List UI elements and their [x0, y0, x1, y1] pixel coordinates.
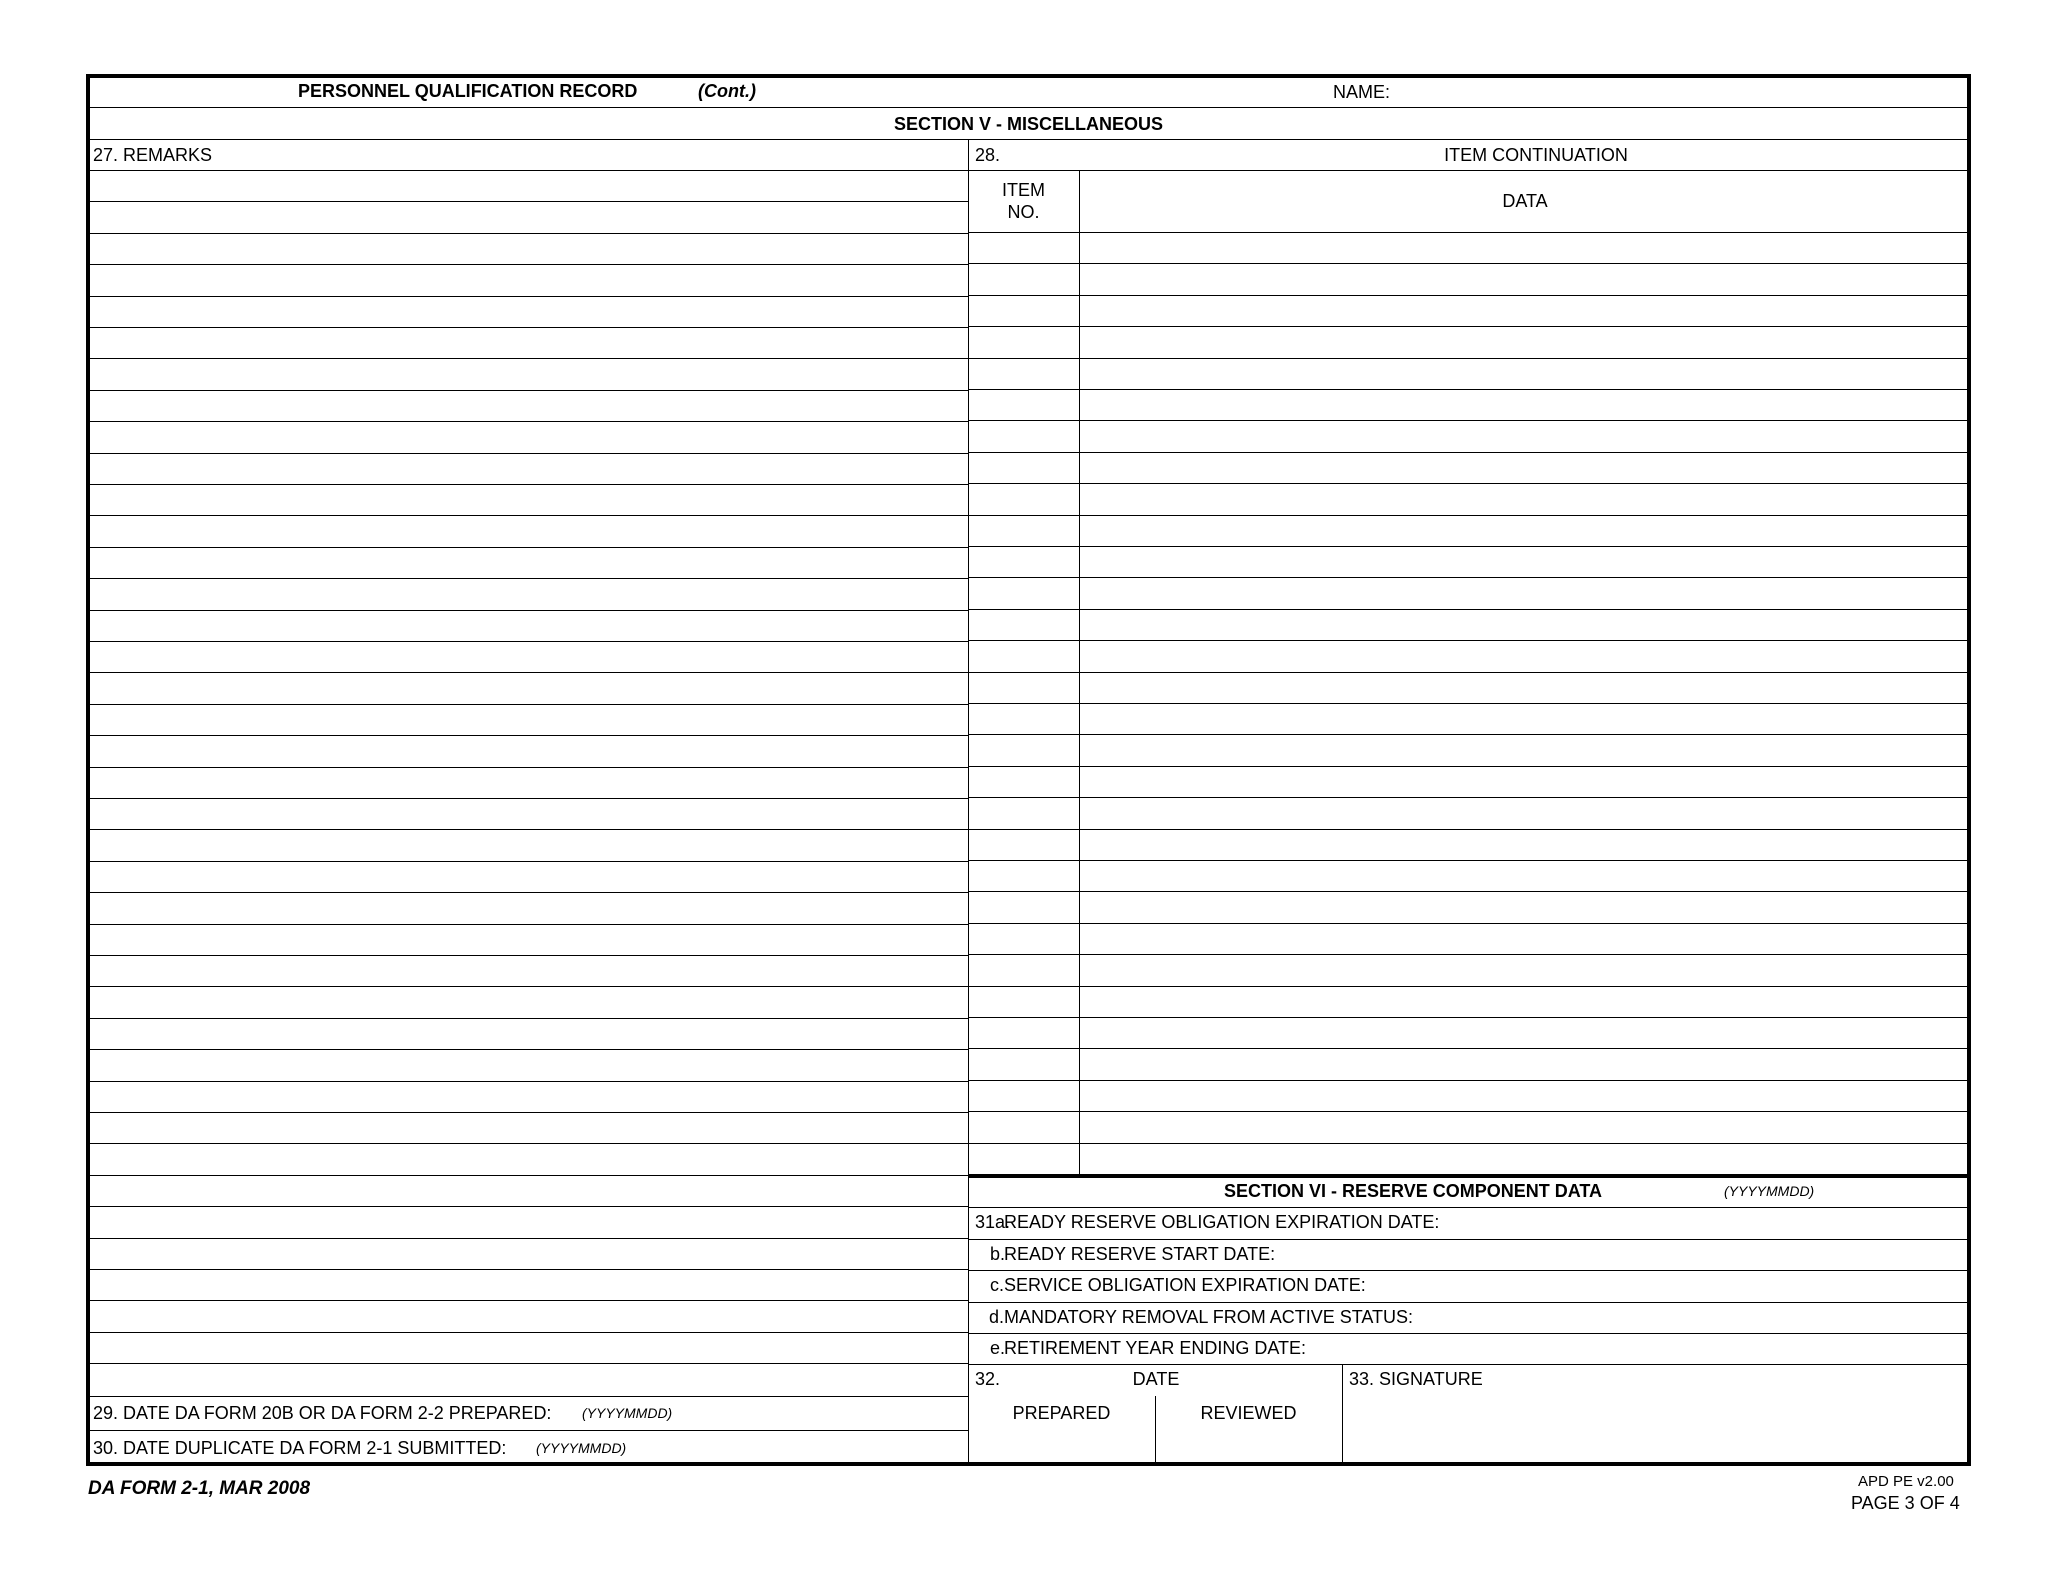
item-data-entry-cell[interactable] [1083, 328, 1967, 356]
remarks-line [86, 390, 968, 391]
form-id: DA FORM 2-1, MAR 2008 [88, 1478, 311, 1499]
item-no-entry-cell[interactable] [972, 956, 1077, 984]
item29-label: 29. DATE DA FORM 20B OR DA FORM 2-2 PREPARED: [93, 1403, 552, 1423]
item-data-entry-cell[interactable] [1083, 988, 1967, 1016]
item30-label: 30. DATE DUPLICATE DA FORM 2-1 SUBMITTED: [93, 1438, 507, 1458]
item30-date-field[interactable] [646, 1433, 964, 1462]
item-continuation-line [968, 1080, 1971, 1081]
form-title: PERSONNEL QUALIFICATION RECORD [298, 81, 638, 101]
remarks-line [86, 798, 968, 799]
remarks-line [86, 986, 968, 987]
signature-column-divider [1342, 1364, 1343, 1466]
ready-reserve-start-date-field[interactable] [1316, 1242, 1966, 1268]
item-no-entry-cell[interactable] [972, 893, 1077, 921]
remarks-entry-row[interactable] [90, 172, 966, 200]
mandatory-removal-date-field[interactable] [1461, 1305, 1966, 1331]
remarks-line [86, 1300, 968, 1301]
signature-field[interactable] [1346, 1392, 1966, 1462]
remarks-entry-row[interactable] [90, 1114, 966, 1142]
remarks-entry-row[interactable] [90, 549, 966, 577]
item32-number: 32. [975, 1369, 1001, 1389]
remarks-entry-row[interactable] [90, 1145, 966, 1173]
remarks-entry-row[interactable] [90, 957, 966, 985]
item-no-entry-cell[interactable] [972, 768, 1077, 796]
item-continuation-line [968, 860, 1971, 861]
item29-date-field[interactable] [686, 1399, 964, 1428]
remarks-entry-row[interactable] [90, 1240, 966, 1268]
item-continuation-line [968, 326, 1971, 327]
remarks-entry-row[interactable] [90, 831, 966, 859]
item-continuation-line [968, 452, 1971, 453]
item-no-entry-cell[interactable] [972, 925, 1077, 953]
remarks-line [86, 1175, 968, 1176]
remarks-entry-row[interactable] [90, 392, 966, 420]
item-no-entry-cell[interactable] [972, 1145, 1077, 1173]
remarks-line [86, 264, 968, 265]
item-data-entry-cell[interactable] [1083, 297, 1967, 325]
item-continuation-line [968, 577, 1971, 578]
section5-title: SECTION V - MISCELLANEOUS [893, 114, 1163, 134]
item-no-entry-cell[interactable] [972, 1082, 1077, 1110]
item-continuation-line [968, 295, 1971, 296]
item-data-entry-cell[interactable] [1083, 642, 1967, 670]
section6-row-line [968, 1364, 1971, 1365]
item30-format: (YYYYMMDD) [536, 1440, 627, 1456]
item-no-entry-cell[interactable] [972, 517, 1077, 545]
remarks-entry-row[interactable] [90, 486, 966, 514]
item-continuation-line [968, 515, 1971, 516]
remarks-line [86, 327, 968, 328]
remarks-line [86, 296, 968, 297]
item-continuation-line [968, 263, 1971, 264]
remarks-entry-row[interactable] [90, 235, 966, 263]
section6-row-line [968, 1270, 1971, 1271]
remarks-entry-row[interactable] [90, 643, 966, 671]
item-no-entry-cell[interactable] [972, 579, 1077, 607]
item-no-entry-cell[interactable] [972, 485, 1077, 513]
item31b-label: READY RESERVE START DATE: [1004, 1244, 1276, 1264]
name-label: NAME: [1333, 82, 1391, 102]
item28-header-divider [968, 170, 1971, 171]
item-data-entry-cell[interactable] [1083, 768, 1967, 796]
header-divider [86, 107, 1971, 108]
item-data-entry-cell[interactable] [1083, 1145, 1967, 1173]
remarks-line [86, 421, 968, 422]
item-continuation-line [968, 609, 1971, 610]
item-continuation-line [968, 703, 1971, 704]
item-no-entry-cell[interactable] [972, 265, 1077, 293]
remarks-entry-row[interactable] [90, 360, 966, 388]
version-label: APD PE v2.00 [1858, 1473, 1954, 1490]
item28-subheader-divider [968, 232, 1971, 233]
item-no-entry-cell[interactable] [972, 1019, 1077, 1047]
item-data-entry-cell[interactable] [1083, 736, 1967, 764]
item-data-entry-cell[interactable] [1083, 831, 1967, 859]
item-no-entry-cell[interactable] [972, 736, 1077, 764]
remarks-entry-row[interactable] [90, 1083, 966, 1111]
name-field[interactable] [1396, 78, 1961, 106]
item-no-column-divider [1079, 170, 1080, 1176]
remarks-line [86, 170, 968, 171]
item-no-entry-cell[interactable] [972, 328, 1077, 356]
item-no-entry-cell[interactable] [972, 988, 1077, 1016]
item-no-entry-cell[interactable] [972, 548, 1077, 576]
form-title-cont: (Cont.) [698, 81, 756, 101]
page-number: PAGE 3 OF 4 [1851, 1493, 1960, 1513]
remarks-entry-row[interactable] [90, 580, 966, 608]
remarks-line [86, 233, 968, 234]
remarks-line [86, 1143, 968, 1144]
item-data-entry-cell[interactable] [1083, 234, 1967, 262]
remarks-entry-row[interactable] [90, 455, 966, 483]
item-data-entry-cell[interactable] [1083, 579, 1967, 607]
remarks-line [86, 829, 968, 830]
remarks-line [86, 578, 968, 579]
item-continuation-line [968, 954, 1971, 955]
item-continuation-line [968, 891, 1971, 892]
item-data-entry-cell[interactable] [1083, 705, 1967, 733]
section-title-divider [86, 139, 1971, 140]
remarks-line [86, 484, 968, 485]
remarks-line [86, 955, 968, 956]
item-data-entry-cell[interactable] [1083, 611, 1967, 639]
item-data-entry-cell[interactable] [1083, 1019, 1967, 1047]
remarks-line [86, 453, 968, 454]
item-data-entry-cell[interactable] [1083, 485, 1967, 513]
remarks-entry-row[interactable] [90, 894, 966, 922]
remarks-line [86, 358, 968, 359]
remarks-line [86, 547, 968, 548]
item-no-entry-cell[interactable] [972, 705, 1077, 733]
item-no-entry-cell[interactable] [972, 674, 1077, 702]
item-no-label-line1: ITEM [1002, 180, 1045, 200]
reviewed-date-field[interactable] [1159, 1424, 1339, 1462]
remarks-entry-row[interactable] [90, 266, 966, 294]
remarks-line [86, 735, 968, 736]
remarks-entry-row[interactable] [90, 1020, 966, 1048]
item-no-label-line2: NO. [1007, 202, 1040, 222]
remarks-entry-row[interactable] [90, 737, 966, 765]
section6-title: SECTION VI - RESERVE COMPONENT DATA [1224, 1181, 1603, 1201]
item-no-entry-cell[interactable] [972, 360, 1077, 388]
prepared-date-field[interactable] [972, 1424, 1152, 1462]
service-obligation-date-field[interactable] [1421, 1273, 1966, 1299]
item-continuation-line [968, 420, 1971, 421]
item32-date-title: DATE [1132, 1369, 1180, 1389]
item-no-entry-cell[interactable] [972, 1176, 1077, 1204]
remarks-line [86, 1363, 968, 1364]
remarks-entry-row[interactable] [90, 1365, 966, 1393]
data-label: DATA [1502, 191, 1548, 211]
item31e-label: RETIREMENT YEAR ENDING DATE: [1004, 1338, 1307, 1358]
remarks-entry-row[interactable] [90, 298, 966, 326]
item-no-entry-cell[interactable] [972, 1113, 1077, 1141]
item-continuation-line [968, 766, 1971, 767]
item-continuation-line [968, 1017, 1971, 1018]
remarks-line [86, 924, 968, 925]
remarks-entry-row[interactable] [90, 1177, 966, 1205]
item-continuation-line [968, 546, 1971, 547]
section6-row-line [968, 1302, 1971, 1303]
item-data-entry-cell[interactable] [1083, 893, 1967, 921]
remarks-line [86, 641, 968, 642]
item-continuation-line [968, 672, 1971, 673]
item-continuation-line [968, 986, 1971, 987]
item-no-entry-cell[interactable] [972, 297, 1077, 325]
item33-signature-label: 33. SIGNATURE [1349, 1369, 1483, 1389]
item-no-entry-cell[interactable] [972, 454, 1077, 482]
remarks-line [86, 1269, 968, 1270]
remarks-line [86, 704, 968, 705]
item-no-entry-cell[interactable] [972, 391, 1077, 419]
item-continuation-line [968, 1048, 1971, 1049]
item-no-entry-cell[interactable] [972, 611, 1077, 639]
remarks-line [86, 1081, 968, 1082]
item31c-letter: c. [990, 1275, 1005, 1295]
item-no-entry-cell[interactable] [972, 642, 1077, 670]
item-no-entry-cell[interactable] [972, 799, 1077, 827]
item31d-letter: d. [989, 1307, 1005, 1327]
item-no-entry-cell[interactable] [972, 862, 1077, 890]
item30-divider [86, 1430, 968, 1431]
item-continuation-line [968, 1111, 1971, 1112]
main-column-divider [968, 139, 969, 1466]
remarks-entry-row[interactable] [90, 926, 966, 954]
remarks-entry-row[interactable] [90, 612, 966, 640]
item28-number: 28. [975, 145, 1001, 165]
remarks-line [86, 1206, 968, 1207]
remarks-line [86, 892, 968, 893]
reviewed-label: REVIEWED [1200, 1403, 1297, 1423]
item-data-entry-cell[interactable] [1083, 799, 1967, 827]
item-continuation-line [968, 1143, 1971, 1144]
item-continuation-line [968, 358, 1971, 359]
remarks-line [86, 1112, 968, 1113]
item-continuation-line [968, 923, 1971, 924]
remarks-entry-row[interactable] [90, 769, 966, 797]
item-data-entry-cell[interactable] [1083, 360, 1967, 388]
remarks-entry-row[interactable] [90, 203, 966, 231]
remarks-line [86, 1018, 968, 1019]
item31d-label: MANDATORY REMOVAL FROM ACTIVE STATUS: [1004, 1307, 1414, 1327]
item-data-entry-cell[interactable] [1083, 862, 1967, 890]
item-continuation-line [968, 829, 1971, 830]
item-no-entry-cell[interactable] [972, 1050, 1077, 1078]
item31a-label: READY RESERVE OBLIGATION EXPIRATION DATE: [1004, 1212, 1440, 1232]
item-data-entry-cell[interactable] [1083, 1082, 1967, 1110]
item-data-entry-cell[interactable] [1083, 1113, 1967, 1141]
section6-row-line [968, 1333, 1971, 1334]
section6-row-line [968, 1207, 1971, 1208]
remarks-line [86, 767, 968, 768]
remarks-entry-row[interactable] [90, 1334, 966, 1362]
remarks-label: 27. REMARKS [93, 145, 213, 165]
remarks-line [86, 1332, 968, 1333]
section6-date-format: (YYYYMMDD) [1724, 1183, 1815, 1199]
remarks-entry-row[interactable] [90, 1302, 966, 1330]
remarks-line [86, 1049, 968, 1050]
remarks-entry-row[interactable] [90, 423, 966, 451]
remarks-line [86, 861, 968, 862]
item29-format: (YYYYMMDD) [582, 1405, 673, 1421]
item-data-entry-cell[interactable] [1083, 956, 1967, 984]
remarks-line [86, 610, 968, 611]
item-continuation-line [968, 734, 1971, 735]
personnel-qualification-record-form [86, 74, 1971, 1466]
item-continuation-line [968, 389, 1971, 390]
remarks-entry-row[interactable] [90, 517, 966, 545]
item29-divider [86, 1396, 968, 1397]
item-data-entry-cell[interactable] [1083, 925, 1967, 953]
item31b-letter: b. [990, 1244, 1006, 1264]
item31e-letter: e. [990, 1338, 1006, 1358]
item-no-entry-cell[interactable] [972, 831, 1077, 859]
remarks-entry-row[interactable] [90, 800, 966, 828]
item-no-entry-cell[interactable] [972, 234, 1077, 262]
item-data-entry-cell[interactable] [1083, 422, 1967, 450]
item-data-entry-cell[interactable] [1083, 265, 1967, 293]
item-no-entry-cell[interactable] [972, 422, 1077, 450]
item-continuation-line [968, 1174, 1971, 1175]
remarks-line [86, 201, 968, 202]
item-continuation-line [968, 640, 1971, 641]
item-continuation-line [968, 483, 1971, 484]
remarks-entry-row[interactable] [90, 863, 966, 891]
remarks-entry-row[interactable] [90, 1051, 966, 1079]
remarks-line [86, 672, 968, 673]
remarks-entry-row[interactable] [90, 1271, 966, 1299]
item-continuation-line [968, 797, 1971, 798]
retirement-year-ending-date-field[interactable] [1348, 1336, 1966, 1362]
item-data-entry-cell[interactable] [1083, 454, 1967, 482]
item31a-letter: 31a. [975, 1212, 1011, 1232]
remarks-entry-row[interactable] [90, 1208, 966, 1236]
prepared-label: PREPARED [1012, 1403, 1111, 1423]
remarks-line [86, 1238, 968, 1239]
item-data-entry-cell[interactable] [1083, 548, 1967, 576]
item-data-entry-cell[interactable] [1083, 391, 1967, 419]
item-data-entry-cell[interactable] [1083, 517, 1967, 545]
item-continuation-title: ITEM CONTINUATION [1444, 145, 1628, 165]
section6-row-line [968, 1239, 1971, 1240]
remarks-entry-row[interactable] [90, 988, 966, 1016]
remarks-entry-row[interactable] [90, 674, 966, 702]
remarks-line [86, 515, 968, 516]
item-data-entry-cell[interactable] [1083, 674, 1967, 702]
remarks-entry-row[interactable] [90, 329, 966, 357]
item31c-label: SERVICE OBLIGATION EXPIRATION DATE: [1004, 1275, 1366, 1295]
item-data-entry-cell[interactable] [1083, 1050, 1967, 1078]
remarks-entry-row[interactable] [90, 706, 966, 734]
ready-reserve-obligation-date-field[interactable] [1496, 1210, 1966, 1236]
